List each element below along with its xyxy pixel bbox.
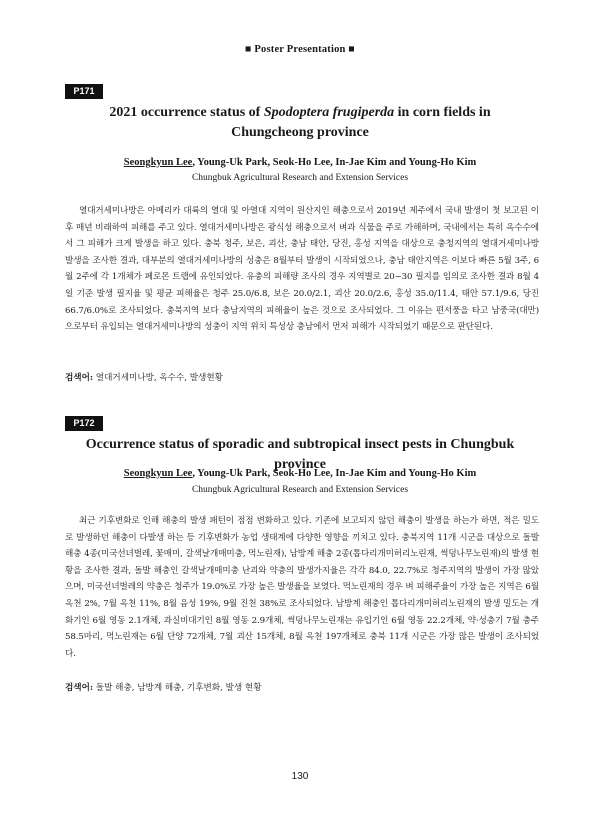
- title-species: Spodoptera frugiperda: [263, 105, 395, 120]
- author-list: [70, 157, 530, 168]
- section-header: ■ Poster Presentation ■: [245, 44, 355, 55]
- keywords-label: 검색어:: [65, 683, 94, 693]
- title-text-end: in corn fields in Chungcheong province: [231, 105, 491, 140]
- keywords-line: [65, 681, 539, 695]
- affiliation: Chungbuk Agricultural Research and Extension Services: [191, 485, 409, 495]
- presenting-author: Seongkyun Lee: [123, 468, 193, 479]
- author-list: [70, 468, 530, 479]
- abstract-body: 최근 기후변화로 인해 해충의 발생 패턴이 점점 변화하고 있다. 기존에 보고되지 않던 해충이 발생을 하는가 하면, 적은 밀도로 발생하던 해충이 다발생 하는 등 기후변화가 농업 생태계에 다양한 영향을 끼치고 있다. 충북지역 11개 시군을 대상으로 돌발 해충 4종(미국선녀벌레, 꽃매미, 갈색날개매미충, 먹노린재), 남방계 해충 2종(톱다리개미허리노린재, 썩덩나무노린재)의 발생 현황을 조사한 결과, 돌발 해충인 갈색날개매미충 난괴와 약충의 발생가지율은 각각 84.0, 22.7%로 청주지역의 발생이 가장 많았으며, 미국선녀벌레의 약충은 청주가 19.0%로 가장 높은 발생율을 보였다. 먹노린재의 경우 벼 피해주율이 가장 높은 지역은 6월 옥천 2%, 7월 옥천 11%, 8월 음성 19%, 9월 진천 38%로 조사되었다. 남방계 해충인 톱다리개미허리노린재의 발생 밀도는 개화기인 6월 영동 2.1개체, 과실비대기인 8월 영동 2.9개체, 썩덩나무노린재는 유입기인 6월 영동 22.2개체, 약·성충기 7월 충주 58.5마리, 먹노린재는 6월 단양 72개체, 7월 괴산 15개체, 8월 옥천 197개체로 충북 11개 시군은 가장 많은 발생이 조사되었다.: [65, 516, 539, 659]
- paper-id-tag: P171: [65, 84, 103, 99]
- paper-id-tag: P172: [65, 416, 103, 431]
- paper-title: [70, 103, 530, 143]
- page-number: 130: [291, 771, 309, 782]
- presenting-author: Seongkyun Lee: [123, 157, 193, 168]
- co-authors: , Young-Uk Park, Seok-Ho Lee, In-Jae Kim and Young-Ho Kim: [192, 157, 477, 168]
- keywords-line: [65, 371, 539, 385]
- abstract-body: 열대거세미나방은 아메리카 대륙의 열대 및 아열대 지역이 원산지인 해충으로서 2019년 제주에서 국내 발생이 첫 보고된 이후 매년 비래하여 피해를 주고 있다. 열대거세미나방은 광식성 해충으로서 벼과 식물을 주로 가해하며, 국내에서는 특히 옥수수에서 그 피해가 크게 발생을 하고 있다. 충북 청주, 보은, 괴산, 충남 태안, 당진, 홍성 지역을 대상으로 충청지역의 열대거세미나방 발생을 조사한 결과, 대부분의 열대거세미나방의 성충은 8월부터 발생이 시작되었으나, 충남 태안지역은 이보다 빠른 5월 3주, 6월 2주에 각 1개체가 페로몬 트랩에 유인되었다. 유충의 피해량 조사의 경우 지역별로 20~30 필지를 임의로 조사한 결과 8월 4일 기준 발생 필지율 및 평균 피해율은 청주 25.0/6.8, 보은 20.0/2.1, 괴산 20.0/2.6, 홍성 35.0/11.4, 태안 57.1/9.6, 당진 66.7/6.0%로 조사되었다. 충북지역 보다 충남지역의 피해율이 높은 것으로 조사되었다. 그 이유는 편서풍을 타고 남중국(대만)으로부터 유입되는 열대거세미나방의 성충이 지역 위치 특성상 충남에서 먼저 피해가 시작되었기 때문으로 판단된다.: [65, 206, 539, 333]
- co-authors: , Young-Uk Park, Seok-Ho Lee, In-Jae Kim and Young-Ho Kim: [192, 468, 477, 479]
- keywords-text: 돌발 해충, 남방계 해충, 기후변화, 발생 현황: [93, 683, 262, 693]
- keywords-label: 검색어:: [65, 373, 94, 383]
- title-text: 2021 occurrence status of: [109, 105, 264, 120]
- keywords-text: 열대거세미나방, 옥수수, 발생현황: [93, 373, 223, 383]
- affiliation: Chungbuk Agricultural Research and Extension Services: [191, 173, 409, 183]
- title-text: Occurrence status of sporadic and subtropical insect pests in Chungbuk province: [85, 437, 515, 472]
